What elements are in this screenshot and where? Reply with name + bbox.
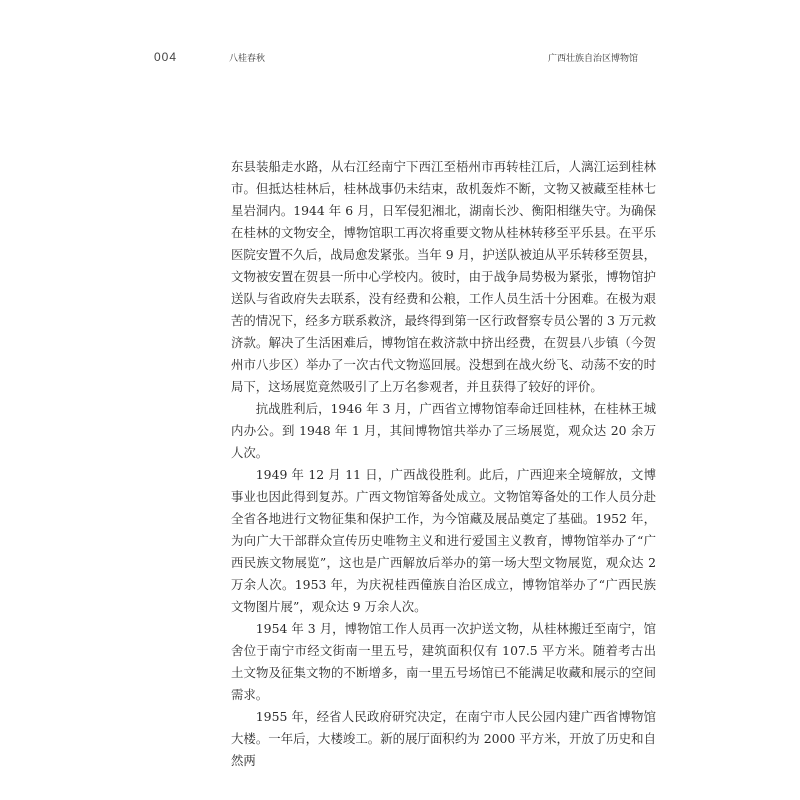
paragraph-liberation: 1949 年 12 月 11 日，广西战役胜利。此后，广西迎来全境解放，文博事业也因此得到复苏。广西文物馆筹备处成立。文物馆筹备处的工作人员分赴全省各地进行文物征集和保护工作，为今馆藏及展品奠定了基础。1952 年，为向广大干部群众宣传历史唯物主义和进行爱国主义教育，博物馆举办了“广西民族文物展览”，这也是广西解放后举办的第一场大型文物展览，观众达 2 万余人次。1953 年，为庆祝桂西僮族自治区成立，博物馆举办了“广西民族文物图片展”，观众达 9 万余人次。 [231,467,656,614]
paragraph-1955: 1955 年，经省人民政府研究决定，在南宁市人民公园内建广西省博物馆大楼。一年后，大楼竣工。新的展厅面积约为 2000 平方米，开放了历史和自然两 [231,709,656,768]
paragraph-postwar: 抗战胜利后，1946 年 3 月，广西省立博物馆奉命迁回桂林，在桂林王城内办公。到 1948 年 1 月，其间博物馆共举办了三场展览，观众达 20 余万人次。 [231,401,656,460]
page-header [154,50,638,70]
book-title: 八桂春秋 [229,54,266,64]
body-text [231,156,656,772]
organization-name: 广西壮族自治区博物馆 [547,54,638,64]
page-number: 004 [154,50,178,64]
paragraph-continued: 东县装船走水路，从右江经南宁下西江至梧州市再转桂江后，人漓江运到桂林市。但抵达桂林后，桂林战事仍未结束，敌机轰炸不断，文物又被藏至桂林七星岩洞内。1944 年 6 月，日军侵犯湘北，湖南长沙、衡阳相继失守。为确保在桂林的文物安全，博物馆职工再次将重要文物从桂林转移至平乐县。在平乐医院安置不久后，战局愈发紧张。当年 9 月，护送队被迫从平乐转移至贺县，文物被安置在贺县一所中心学校内。彼时，由于战争局势极为紧张，博物馆护送队与省政府失去联系，没有经费和公粮，工作人员生活十分困难。在极为艰苦的情况下，经多方联系救济，最终得到第一区行政督察专员公署的 3 万元救济款。解决了生活困难后，博物馆在救济款中挤出经费，在贺县八步镇（今贺州市八步区）举办了一次古代文物巡回展。没想到在战火纷飞、动荡不安的时局下，这场展览竟然吸引了上万名参观者，并且获得了较好的评价。 [231,159,656,394]
paragraph-1954: 1954 年 3 月，博物馆工作人员再一次护送文物，从桂林搬迁至南宁，馆舍位于南宁市经文街南一里五号，建筑面积仅有 107.5 平方米。随着考古出土文物及征集文物的不断增多，南一里五号场馆已不能满足收藏和展示的空间需求。 [231,621,656,702]
